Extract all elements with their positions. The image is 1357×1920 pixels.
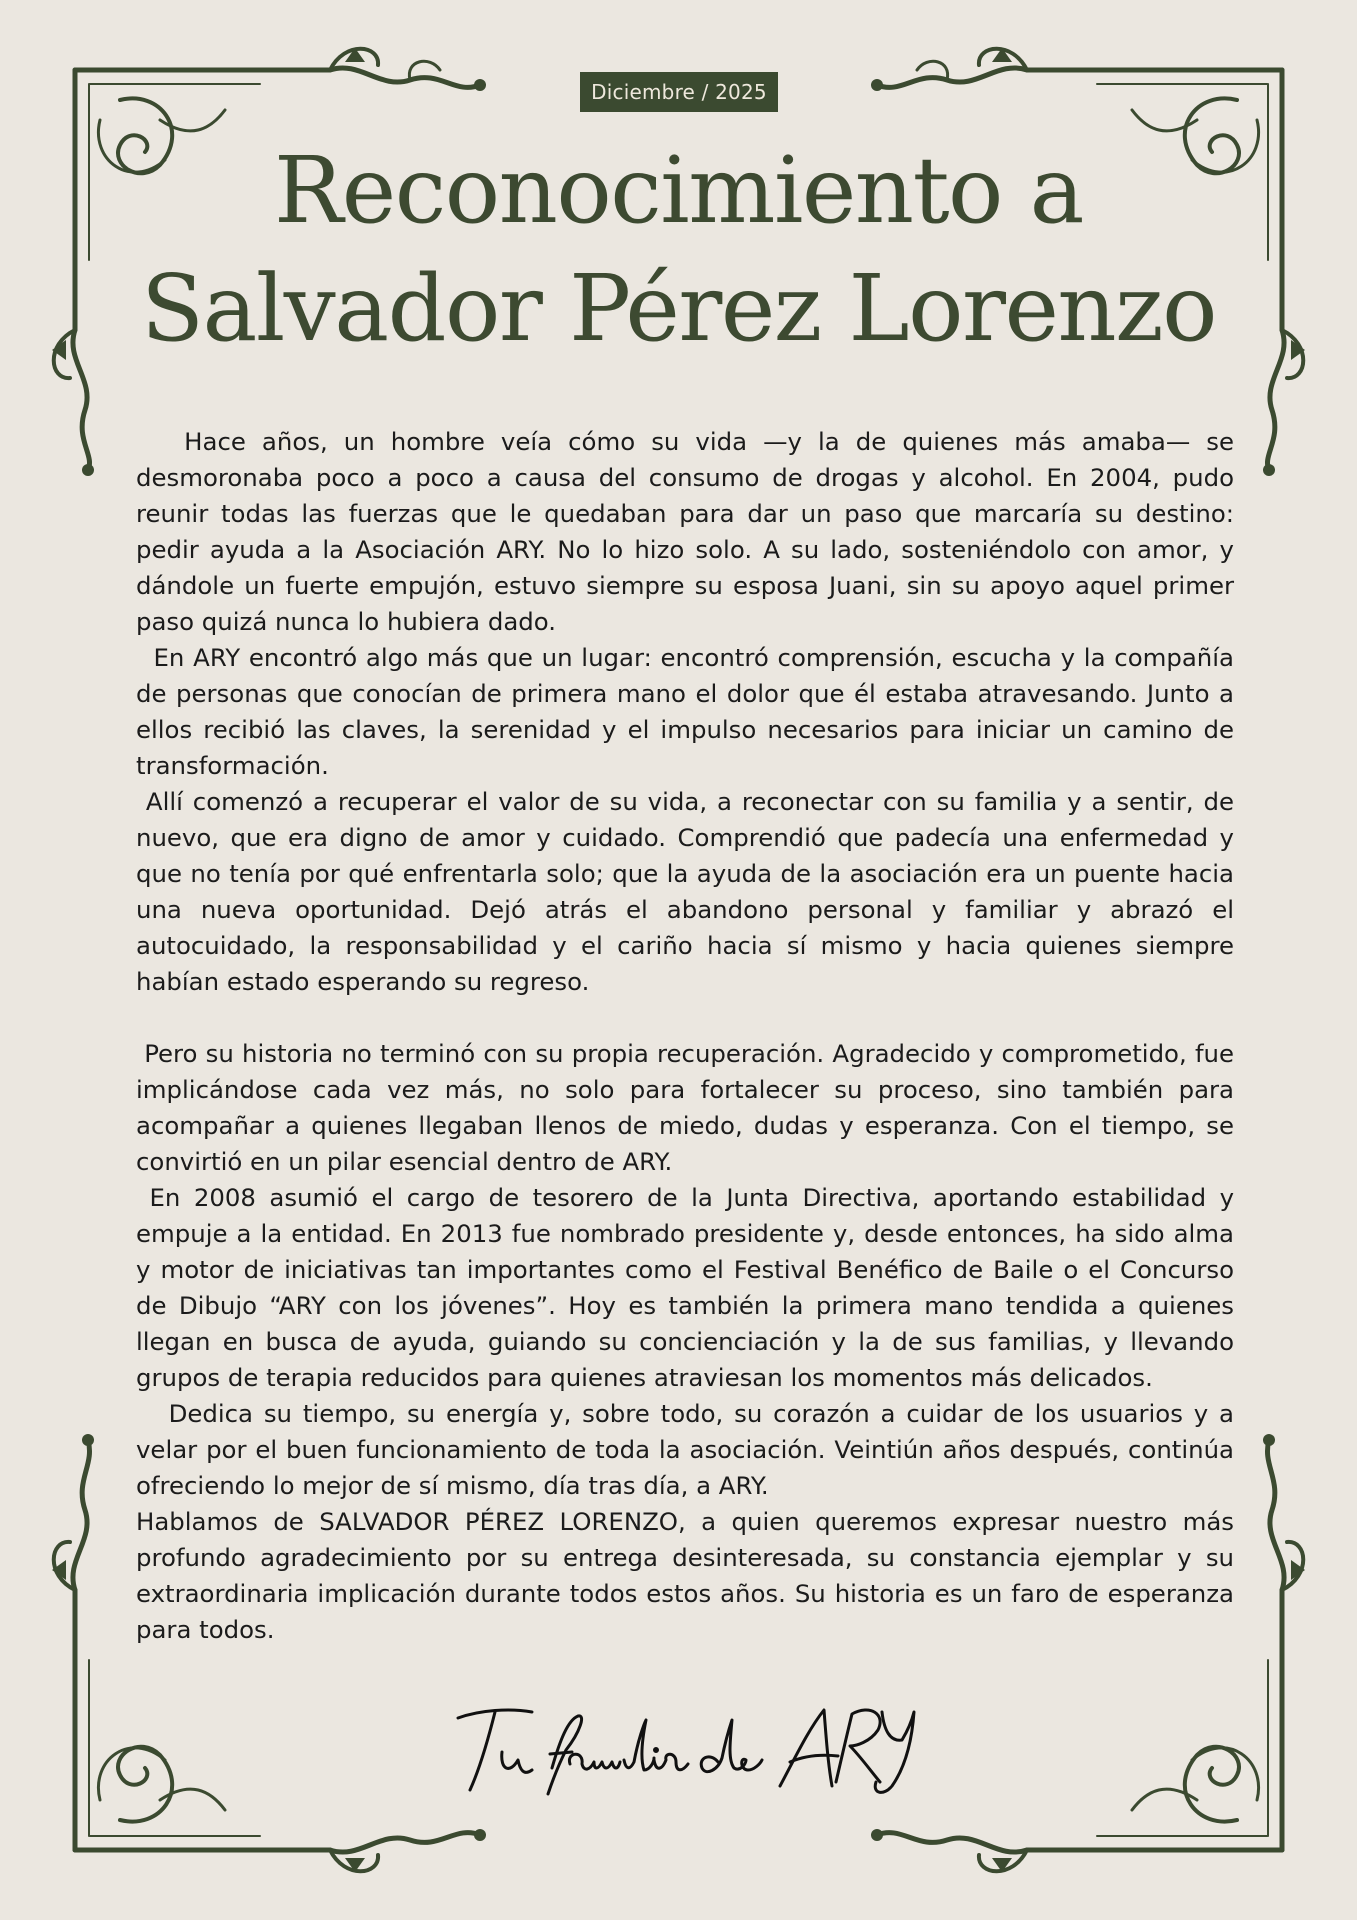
title-line-2: Salvador Pérez Lorenzo [141, 255, 1216, 362]
page-title [100, 132, 1257, 368]
paragraph: Dedica su tiempo, su energía y, sobre todo, su corazón a cuidar de los usuarios y a velar por el buen funcionamiento de toda la asociación. Veintiún años después, continúa ofreciendo lo mejor de sí mismo, día tras día, a ARY. [136, 1399, 1234, 1500]
body-text [136, 424, 1234, 1648]
paragraph: Pero su historia no terminó con su propia recuperación. Agradecido y comprometido, fue implicándose cada vez más, no solo para fortalecer su proceso, sino también para acompañar a quienes llegaban llenos de miedo, dudas y esperanza. Con el tiempo, se convirtió en un pilar esencial dentro de ARY. [136, 1039, 1234, 1176]
handwritten-signature [440, 1690, 920, 1800]
paragraph: Hace años, un hombre veía cómo su vida —y la de quienes más amaba— se desmoronaba poco a poco a causa del consumo de drogas y alcohol. En 2004, pudo reunir todas las fuerzas que le quedaban para dar un paso que marcaría su destino: pedir ayuda a la Asociación ARY. No lo hizo solo. A su lado, sosteniéndolo con amor, y dándole un fuerte empujón, estuvo siempre su esposa Juani, sin su apoyo aquel primer paso quizá nunca lo hubiera dado. [136, 427, 1234, 636]
date-badge: Diciembre / 2025 [580, 72, 778, 112]
paragraph: En ARY encontró algo más que un lugar: encontró comprensión, escucha y la compañía de personas que conocían de primera mano el dolor que él estaba atravesando. Junto a ellos recibió las claves, la serenidad y el impulso necesarios para iniciar un camino de transformación. [136, 643, 1234, 780]
title-line-1: Reconocimiento a [273, 137, 1084, 244]
paragraph: Allí comenzó a recuperar el valor de su vida, a reconectar con su familia y a sentir, de nuevo, que era digno de amor y cuidado. Comprendió que padecía una enfermedad y que no tenía por qué enfrentarla solo; que la ayuda de la asociación era un puente hacia una nueva oportunidad. Dejó atrás el abandono personal y familiar y abrazó el autocuidado, la responsabilidad y el cariño hacia sí mismo y hacia quienes siempre habían estado esperando su regreso. [136, 787, 1234, 996]
paragraph: En 2008 asumió el cargo de tesorero de la Junta Directiva, aportando estabilidad y empuje a la entidad. En 2013 fue nombrado presidente y, desde entonces, ha sido alma y motor de iniciativas tan importantes como el Festival Benéfico de Baile o el Concurso de Dibujo “ARY con los jóvenes”. Hoy es también la primera mano tendida a quienes llegan en busca de ayuda, guiando su concienciación y la de sus familias, y llevando grupos de terapia reducidos para quienes atraviesan los momentos más delicados. [136, 1183, 1234, 1392]
paragraph: Hablamos de SALVADOR PÉREZ LORENZO, a quien queremos expresar nuestro más profundo agradecimiento por su entrega desinteresada, su constancia ejemplar y su extraordinaria implicación durante todos estos años. Su historia es un faro de esperanza para todos. [136, 1507, 1234, 1644]
